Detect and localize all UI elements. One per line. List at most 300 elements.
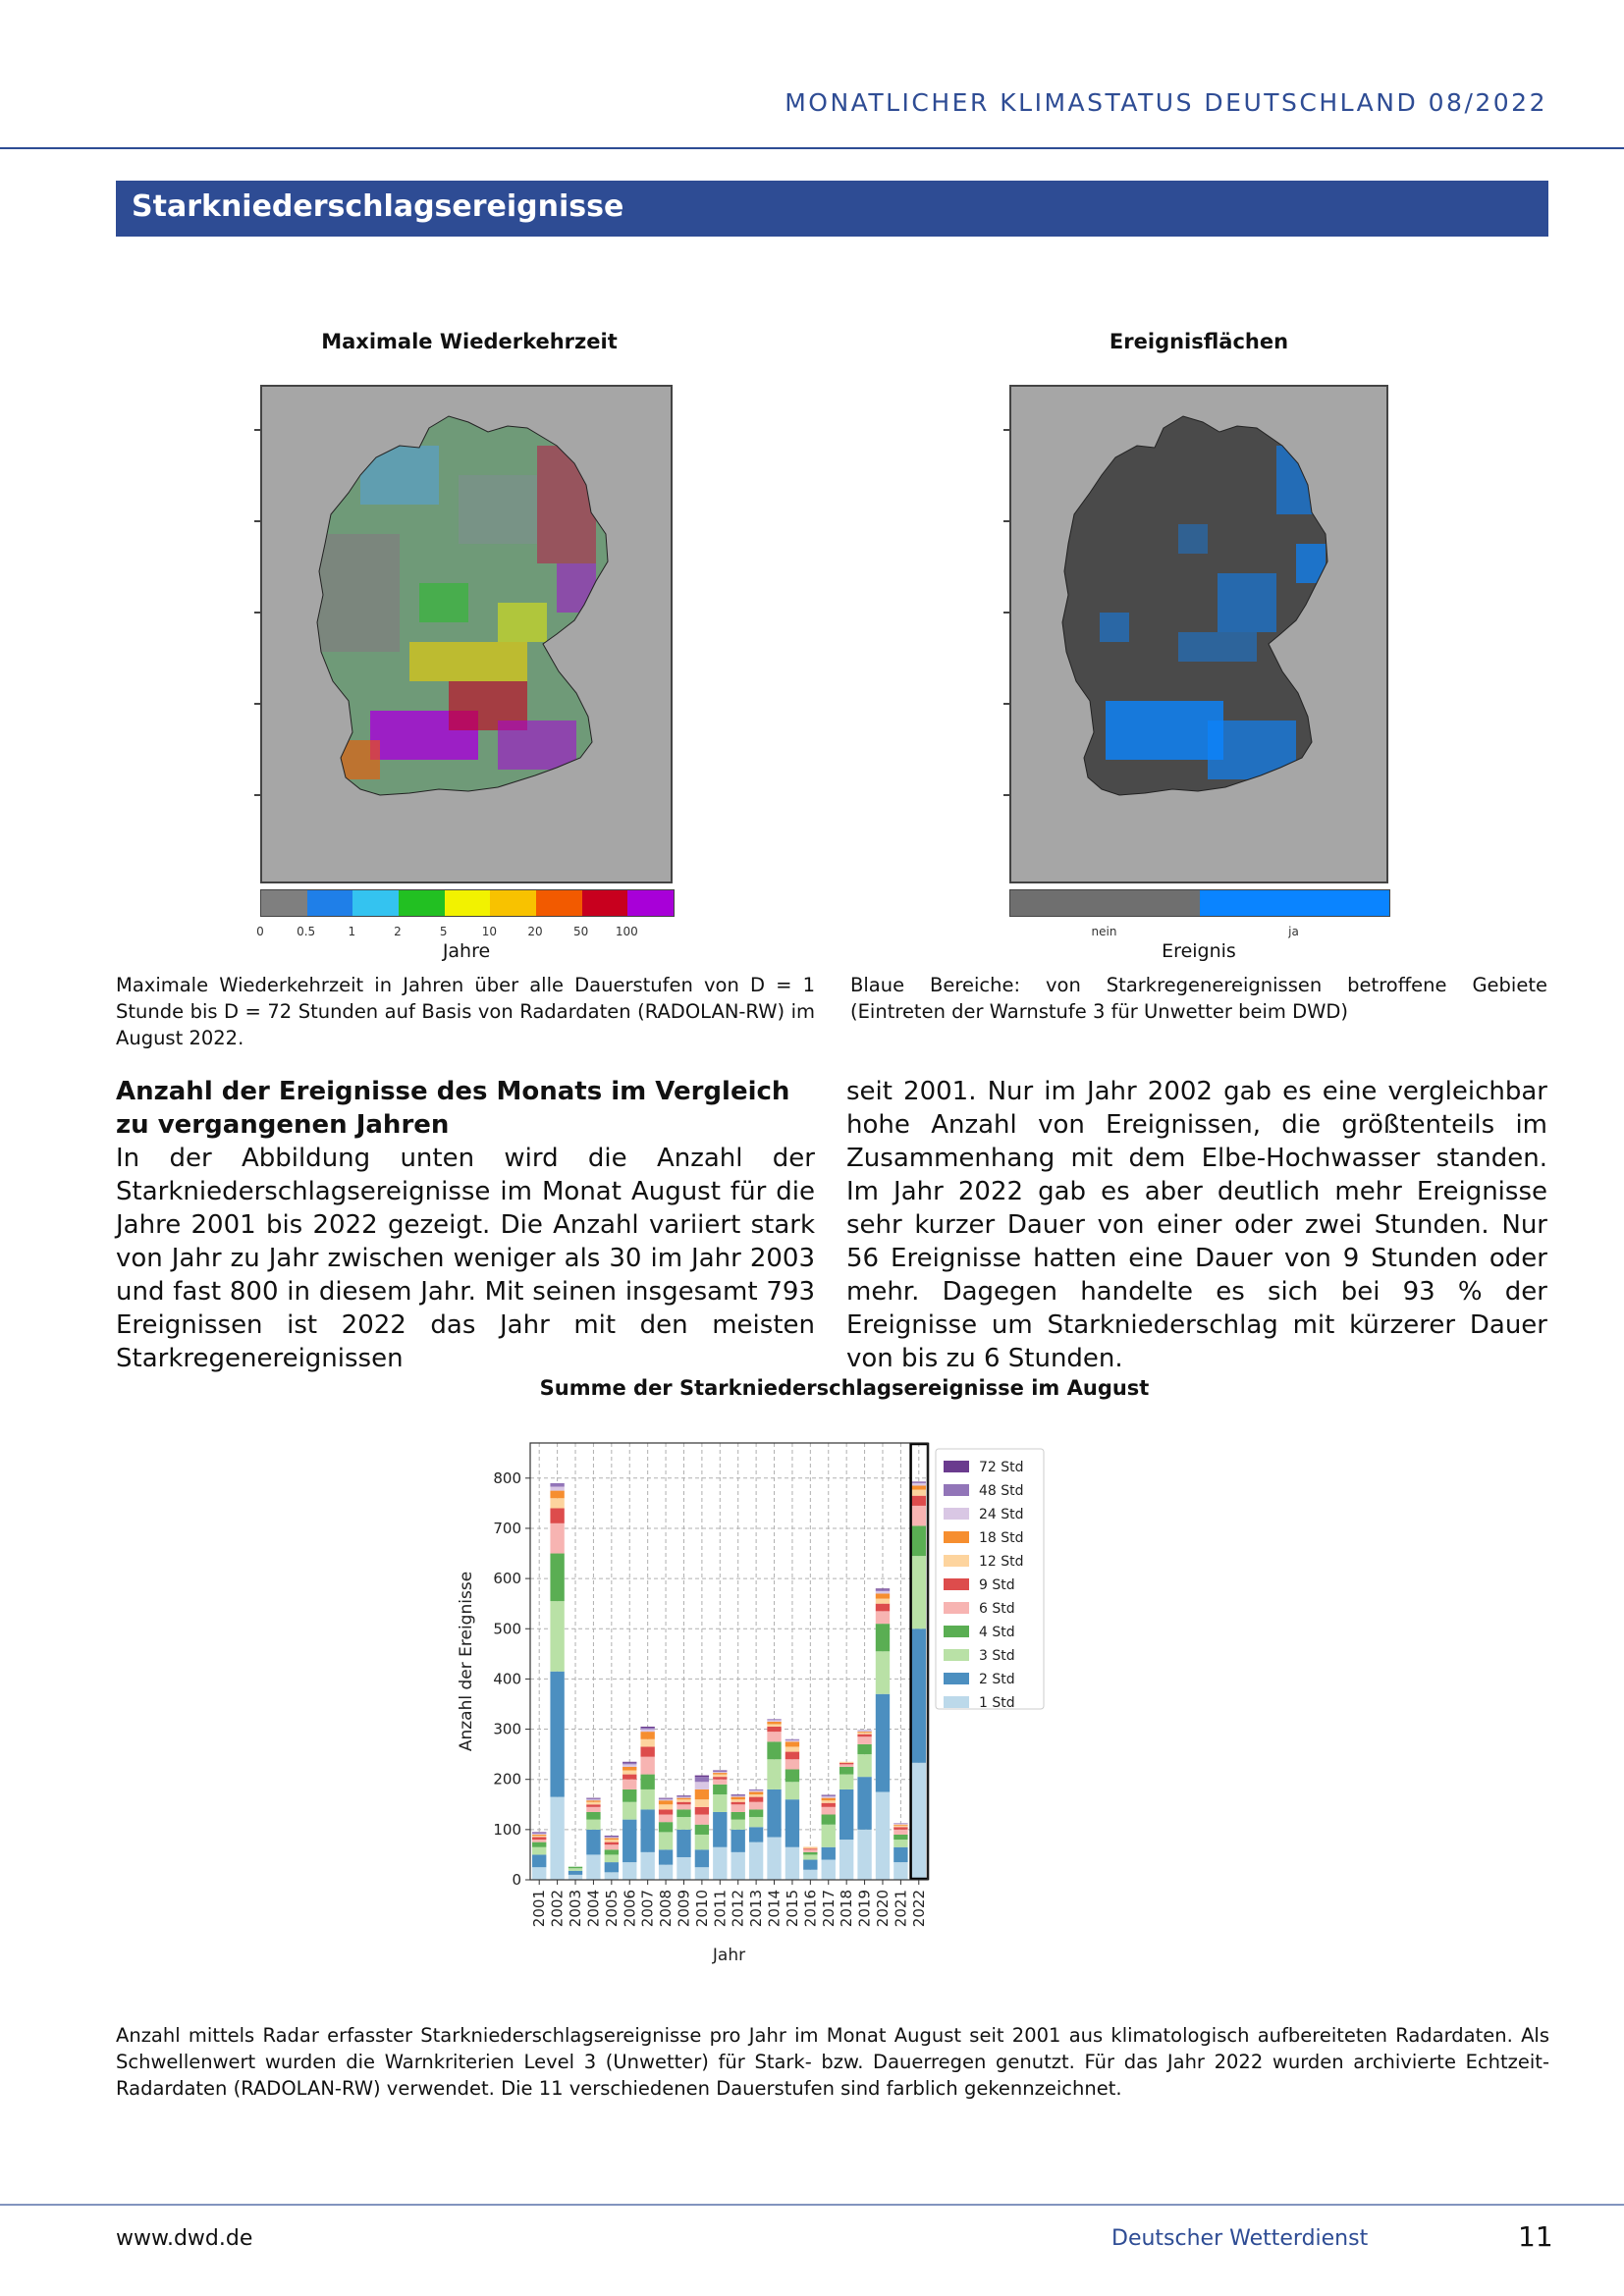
bar-segment bbox=[695, 1782, 709, 1789]
bar-segment bbox=[532, 1832, 546, 1833]
colorbar-segment bbox=[490, 890, 536, 916]
bar-segment bbox=[731, 1820, 745, 1830]
map-axis-tick bbox=[1003, 612, 1009, 614]
x-tick-label: 2002 bbox=[548, 1890, 567, 1928]
bar-segment bbox=[893, 1824, 907, 1825]
bar-segment bbox=[623, 1802, 636, 1820]
bar-segment bbox=[605, 1838, 619, 1839]
bar-segment bbox=[677, 1799, 690, 1802]
bar-segment bbox=[605, 1836, 619, 1837]
bar-segment bbox=[550, 1508, 564, 1522]
bar-segment bbox=[605, 1854, 619, 1862]
bar-segment bbox=[857, 1732, 871, 1733]
bar-segment bbox=[532, 1854, 546, 1867]
bar-segment bbox=[731, 1812, 745, 1820]
right-colorbar-label: Ereignis bbox=[1162, 940, 1236, 962]
colorbar-tick-label: 50 bbox=[573, 925, 589, 938]
y-tick-label: 100 bbox=[493, 1820, 521, 1839]
bar-segment bbox=[839, 1763, 853, 1765]
bar-segment bbox=[767, 1720, 781, 1722]
bar-segment bbox=[912, 1483, 926, 1486]
bar-segment bbox=[803, 1870, 817, 1880]
map-axis-tick bbox=[1003, 703, 1009, 705]
bar-segment bbox=[532, 1842, 546, 1847]
bar-segment bbox=[695, 1789, 709, 1799]
bar-segment bbox=[893, 1840, 907, 1847]
bar-segment bbox=[912, 1556, 926, 1629]
legend-swatch bbox=[944, 1531, 969, 1543]
bar-segment bbox=[912, 1629, 926, 1763]
bar-segment bbox=[586, 1799, 600, 1800]
bar-segment bbox=[857, 1731, 871, 1732]
bar-segment bbox=[623, 1820, 636, 1862]
y-tick-label: 800 bbox=[493, 1468, 521, 1487]
legend-label: 9 Std bbox=[979, 1577, 1015, 1593]
x-tick-label: 2009 bbox=[675, 1890, 693, 1928]
bar-segment bbox=[876, 1604, 890, 1612]
footer-divider bbox=[0, 2204, 1624, 2206]
bar-segment bbox=[822, 1803, 836, 1807]
bar-segment bbox=[695, 1849, 709, 1867]
left-map-caption: Maximale Wiederkehrzeit in Jahren über alle Dauerstufen von D = 1 Stunde bis D = 72 Stunden auf Basis von Radardaten (RADOLAN-RW) im August 2022. bbox=[116, 974, 815, 1049]
bar-segment bbox=[767, 1727, 781, 1732]
y-tick-label: 0 bbox=[512, 1871, 521, 1889]
event-area-map bbox=[1009, 385, 1388, 883]
bar-segment bbox=[767, 1732, 781, 1741]
bar-segment bbox=[876, 1593, 890, 1598]
bar-segment bbox=[767, 1741, 781, 1759]
bar-segment bbox=[550, 1672, 564, 1797]
bar-segment bbox=[713, 1773, 727, 1775]
x-tick-label: 2018 bbox=[838, 1890, 856, 1928]
return-period-colorbar bbox=[260, 889, 675, 917]
bar-segment bbox=[568, 1875, 582, 1880]
right-map-caption: Blaue Bereiche: von Starkregenereignissen betroffene Gebiete (Eintreten der Warnstufe 3 für Unwetter beim DWD) bbox=[850, 974, 1547, 1023]
y-tick-label: 200 bbox=[493, 1770, 521, 1789]
bar-segment bbox=[749, 1842, 763, 1880]
bar-segment bbox=[749, 1797, 763, 1802]
colorbar-segment bbox=[582, 890, 628, 916]
bar-segment bbox=[713, 1794, 727, 1812]
bar-segment bbox=[893, 1827, 907, 1830]
bar-segment bbox=[623, 1862, 636, 1880]
bar-segment bbox=[605, 1840, 619, 1842]
article-paragraph-1: In der Abbildung unten wird die Anzahl der Starkniederschlagsereignisse im Monat August für die Jahre 2001 bis 2022 gezeigt. Die Anzahl variiert stark von Jahr zu Jahr zwischen weniger als 30 im Jahr 2003 und fast 800 in diesem Jahr. Mit seinen insgesamt 793 Ereignissen ist 2022 das Jahr mit den meisten Starkregenereignissen bbox=[116, 1144, 815, 1373]
bar-segment bbox=[550, 1523, 564, 1554]
legend-swatch bbox=[944, 1696, 969, 1708]
legend-label: 3 Std bbox=[979, 1648, 1015, 1664]
bar-segment bbox=[822, 1815, 836, 1825]
bar-segment bbox=[857, 1754, 871, 1777]
bar-segment bbox=[623, 1762, 636, 1763]
bar-segment bbox=[822, 1860, 836, 1880]
bar-segment bbox=[912, 1490, 926, 1496]
colorbar-segment bbox=[352, 890, 399, 916]
y-tick-label: 400 bbox=[493, 1670, 521, 1688]
legend-label: 2 Std bbox=[979, 1672, 1015, 1687]
legend-label: 6 Std bbox=[979, 1601, 1015, 1617]
legend-swatch bbox=[944, 1461, 969, 1472]
x-tick-label: 2008 bbox=[657, 1890, 676, 1928]
colorbar-tick-label: 0.5 bbox=[297, 925, 316, 938]
bar-segment bbox=[749, 1790, 763, 1792]
bar-segment bbox=[695, 1815, 709, 1825]
map-axis-tick bbox=[254, 429, 260, 431]
bar-segment bbox=[822, 1798, 836, 1801]
bar-segment bbox=[822, 1807, 836, 1815]
bar-segment bbox=[876, 1694, 890, 1792]
bar-segment bbox=[640, 1775, 654, 1789]
colorbar-segment bbox=[445, 890, 491, 916]
bar-segment bbox=[767, 1789, 781, 1838]
bar-segment bbox=[605, 1839, 619, 1841]
bar-segment bbox=[822, 1796, 836, 1798]
map-axis-tick bbox=[1003, 794, 1009, 796]
bar-segment bbox=[731, 1804, 745, 1812]
bar-segment bbox=[749, 1789, 763, 1790]
bar-segment bbox=[532, 1834, 546, 1835]
bar-segment bbox=[659, 1822, 673, 1832]
bar-segment bbox=[605, 1849, 619, 1854]
bar-segment bbox=[659, 1809, 673, 1814]
bar-segment bbox=[839, 1789, 853, 1840]
article-heading: Anzahl der Ereignisse des Monats im Vergleich zu vergangenen Jahren bbox=[116, 1077, 790, 1140]
bar-segment bbox=[893, 1823, 907, 1824]
bar-segment bbox=[623, 1780, 636, 1789]
x-tick-label: 2013 bbox=[747, 1890, 766, 1928]
colorbar-segment bbox=[536, 890, 582, 916]
legend-swatch bbox=[944, 1508, 969, 1520]
bar-segment bbox=[785, 1740, 799, 1742]
bar-segment bbox=[677, 1817, 690, 1830]
bar-segment bbox=[586, 1807, 600, 1812]
header-title: MONATLICHER KLIMASTATUS DEUTSCHLAND 08/2022 bbox=[785, 88, 1547, 117]
bar-segment bbox=[785, 1741, 799, 1746]
legend-swatch bbox=[944, 1484, 969, 1496]
bar-segment bbox=[568, 1867, 582, 1869]
bar-segment bbox=[893, 1862, 907, 1880]
x-tick-label: 2017 bbox=[819, 1890, 838, 1928]
colorbar-segment bbox=[1010, 890, 1200, 916]
footer-url[interactable]: www.dwd.de bbox=[116, 2226, 253, 2251]
legend-swatch bbox=[944, 1673, 969, 1684]
bar-segment bbox=[713, 1812, 727, 1847]
bar-segment bbox=[857, 1744, 871, 1754]
bar-segment bbox=[785, 1782, 799, 1799]
bar-segment bbox=[695, 1776, 709, 1778]
x-tick-label: 2021 bbox=[892, 1890, 910, 1928]
legend-label: 18 Std bbox=[979, 1530, 1024, 1546]
legend-label: 1 Std bbox=[979, 1695, 1015, 1711]
bar-segment bbox=[749, 1802, 763, 1810]
bar-segment bbox=[803, 1852, 817, 1855]
bar-segment bbox=[785, 1799, 799, 1847]
bar-segment bbox=[767, 1722, 781, 1725]
colorbar-segment bbox=[399, 890, 445, 916]
return-period-colorbar-ticks bbox=[256, 925, 673, 940]
bar-segment bbox=[550, 1483, 564, 1487]
bar-segment bbox=[659, 1832, 673, 1849]
colorbar-tick-label: 10 bbox=[481, 925, 497, 938]
colorbar-tick-label: 20 bbox=[527, 925, 543, 938]
colorbar-tick-label: 1 bbox=[348, 925, 356, 938]
bar-segment bbox=[876, 1651, 890, 1693]
bar-segment bbox=[912, 1506, 926, 1525]
bar-segment bbox=[749, 1827, 763, 1842]
bar-segment bbox=[677, 1802, 690, 1805]
bar-segment bbox=[803, 1849, 817, 1852]
bar-segment bbox=[713, 1777, 727, 1780]
bar-segment bbox=[713, 1771, 727, 1772]
bar-segment bbox=[822, 1800, 836, 1803]
bar-segment bbox=[659, 1799, 673, 1800]
colorbar-tick-label: 100 bbox=[615, 925, 638, 938]
bar-segment bbox=[912, 1525, 926, 1556]
bar-segment bbox=[713, 1775, 727, 1778]
bar-segment bbox=[568, 1868, 582, 1871]
return-period-map-image bbox=[262, 387, 671, 881]
colorbar-segment bbox=[307, 890, 353, 916]
bar-segment bbox=[893, 1847, 907, 1862]
bar-segment bbox=[785, 1752, 799, 1760]
chart-title: Summe der Starkniederschlagsereignisse im August bbox=[539, 1376, 1150, 1400]
bar-segment bbox=[749, 1809, 763, 1817]
map-axis-tick bbox=[254, 520, 260, 522]
bar-segment bbox=[623, 1763, 636, 1765]
x-tick-label: 2016 bbox=[801, 1890, 820, 1928]
legend-label: 48 Std bbox=[979, 1483, 1024, 1499]
chart-caption: Anzahl mittels Radar erfasster Starkniederschlagsereignisse pro Jahr im Monat August seit 2001 aus klimatologisch aufbereiteten Radardaten. Als Schwellenwert wurden die Warnkriterien Level 3 (Unwetter) für Stark- bzw. Dauerregen genutzt. Für das Jahr 2022 wurden archivierte Echtzeit-Radardaten (RADOLAN-RW) verwendet. Die 11 verschiedenen Dauerstufen sind farblich gekennzeichnet. bbox=[116, 2024, 1549, 2100]
x-tick-label: 2020 bbox=[873, 1890, 892, 1928]
x-tick-label: 2005 bbox=[602, 1890, 621, 1928]
x-tick-label: 2003 bbox=[567, 1890, 585, 1928]
legend-swatch bbox=[944, 1555, 969, 1567]
bar-segment bbox=[876, 1591, 890, 1594]
bar-segment bbox=[640, 1746, 654, 1756]
bar-segment bbox=[839, 1775, 853, 1789]
bar-segment bbox=[749, 1794, 763, 1797]
bar-segment bbox=[731, 1799, 745, 1802]
bar-segment bbox=[695, 1867, 709, 1880]
bar-segment bbox=[876, 1589, 890, 1591]
section-title: Starkniederschlagsereignisse bbox=[132, 189, 624, 224]
legend-swatch bbox=[944, 1602, 969, 1614]
bar-segment bbox=[532, 1840, 546, 1842]
bar-segment bbox=[532, 1838, 546, 1841]
bar-segment bbox=[695, 1807, 709, 1815]
bar-segment bbox=[695, 1825, 709, 1835]
bar-segment bbox=[640, 1727, 654, 1728]
bar-segment bbox=[731, 1794, 745, 1795]
bar-segment bbox=[749, 1817, 763, 1827]
colorbar-tick-label: 2 bbox=[394, 925, 402, 938]
bar-segment bbox=[876, 1588, 890, 1589]
bar-segment bbox=[767, 1719, 781, 1720]
y-tick-label: 600 bbox=[493, 1570, 521, 1588]
article-paragraph-2: seit 2001. Nur im Jahr 2002 gab es eine vergleichbar hohe Anzahl von Ereignissen, die größtenteils im Zusammenhang mit dem Elbe-Hochwasser standen. Im Jahr 2022 gab es aber deutlich mehr Ereignisse sehr kurzer Dauer von einer oder zwei Stunden. Nur 56 Ereignisse hatten eine Dauer von 9 Stunden oder mehr. Dagegen handelte es sich bei 93 % der Ereignisse um Starkniederschlag mit kürzerer Dauer von bis zu 6 Stunden. bbox=[846, 1077, 1547, 1373]
bar-segment bbox=[713, 1785, 727, 1794]
bar-segment bbox=[912, 1763, 926, 1880]
bar-segment bbox=[785, 1769, 799, 1782]
legend-label: 12 Std bbox=[979, 1554, 1024, 1570]
bar-segment bbox=[713, 1770, 727, 1771]
bar-segment bbox=[893, 1830, 907, 1835]
bar-segment bbox=[659, 1804, 673, 1809]
bar-segment bbox=[532, 1836, 546, 1838]
bar-segment bbox=[695, 1777, 709, 1782]
legend-swatch bbox=[944, 1649, 969, 1661]
colorbar-segment bbox=[1200, 890, 1389, 916]
bar-segment bbox=[839, 1767, 853, 1775]
bar-segment bbox=[623, 1775, 636, 1780]
bar-segment bbox=[857, 1735, 871, 1737]
x-tick-label: 2004 bbox=[584, 1890, 603, 1928]
bar-segment bbox=[677, 1797, 690, 1798]
bar-segment bbox=[713, 1772, 727, 1773]
bar-segment bbox=[767, 1838, 781, 1880]
bar-segment bbox=[640, 1728, 654, 1730]
bar-segment bbox=[803, 1854, 817, 1859]
y-tick-label: 700 bbox=[493, 1519, 521, 1537]
bar-segment bbox=[640, 1809, 654, 1851]
legend-label: 72 Std bbox=[979, 1460, 1024, 1475]
bar-segment bbox=[640, 1852, 654, 1880]
bar-segment bbox=[677, 1795, 690, 1796]
bar-segment bbox=[586, 1800, 600, 1802]
bar-segment bbox=[839, 1764, 853, 1767]
bar-segment bbox=[623, 1764, 636, 1767]
colorbar-segment bbox=[627, 890, 674, 916]
bar-segment bbox=[857, 1777, 871, 1830]
event-area-map-image bbox=[1011, 387, 1386, 881]
bar-segment bbox=[586, 1798, 600, 1799]
bar-segment bbox=[623, 1767, 636, 1771]
event-colorbar-ticks bbox=[1009, 925, 1388, 940]
bar-segment bbox=[857, 1733, 871, 1735]
bar-segment bbox=[912, 1485, 926, 1489]
bar-segment bbox=[803, 1847, 817, 1848]
bar-segment bbox=[695, 1799, 709, 1807]
bar-segment bbox=[731, 1802, 745, 1805]
y-tick-label: 500 bbox=[493, 1620, 521, 1638]
left-colorbar-label: Jahre bbox=[442, 940, 491, 962]
bar-segment bbox=[586, 1830, 600, 1855]
bar-segment bbox=[605, 1862, 619, 1872]
bar-segment bbox=[532, 1867, 546, 1880]
bar-segment bbox=[605, 1872, 619, 1880]
bar-segment bbox=[857, 1731, 871, 1732]
bar-segment bbox=[803, 1848, 817, 1849]
bar-segment bbox=[640, 1739, 654, 1747]
article-col-1 bbox=[116, 1075, 815, 1375]
bar-segment bbox=[767, 1724, 781, 1727]
map-axis-tick bbox=[254, 612, 260, 614]
bar-segment bbox=[785, 1746, 799, 1751]
bar-segment bbox=[550, 1491, 564, 1499]
bar-segment bbox=[659, 1800, 673, 1804]
page-number: 11 bbox=[1518, 2220, 1553, 2253]
map-axis-tick bbox=[1003, 520, 1009, 522]
bar-segment bbox=[731, 1796, 745, 1797]
footer-organization: Deutscher Wetterdienst bbox=[1111, 2226, 1369, 2251]
bar-segment bbox=[876, 1624, 890, 1651]
y-axis-label: Anzahl der Ereignisse bbox=[457, 1571, 476, 1752]
map-axis-tick bbox=[1003, 429, 1009, 431]
bar-segment bbox=[568, 1871, 582, 1875]
bar-segment bbox=[586, 1820, 600, 1830]
bar-segment bbox=[876, 1791, 890, 1880]
bar-segment bbox=[550, 1498, 564, 1508]
x-tick-label: 2006 bbox=[621, 1890, 639, 1928]
y-tick-label: 300 bbox=[493, 1720, 521, 1738]
bar-segment bbox=[605, 1844, 619, 1849]
bar-segment bbox=[623, 1789, 636, 1802]
map-axis-tick bbox=[254, 703, 260, 705]
legend-label: 24 Std bbox=[979, 1507, 1024, 1522]
bar-segment bbox=[713, 1780, 727, 1785]
colorbar-tick-label: 0 bbox=[256, 925, 264, 938]
colorbar-tick-label: ja bbox=[1288, 925, 1299, 938]
x-tick-label: 2019 bbox=[855, 1890, 874, 1928]
bar-segment bbox=[623, 1770, 636, 1774]
colorbar-tick-label: nein bbox=[1091, 925, 1117, 938]
bar-segment bbox=[532, 1847, 546, 1855]
colorbar-tick-label: 5 bbox=[439, 925, 448, 938]
bar-segment bbox=[677, 1830, 690, 1857]
bar-segment bbox=[767, 1759, 781, 1789]
return-period-map bbox=[260, 385, 673, 883]
bar-segment bbox=[677, 1796, 690, 1797]
bar-segment bbox=[677, 1798, 690, 1800]
bar-segment bbox=[677, 1857, 690, 1880]
legend-label: 4 Std bbox=[979, 1625, 1015, 1640]
x-axis-label: Jahr bbox=[712, 1946, 746, 1965]
bar-segment bbox=[640, 1757, 654, 1775]
bar-segment bbox=[893, 1826, 907, 1828]
bar-segment bbox=[659, 1798, 673, 1799]
event-colorbar bbox=[1009, 889, 1390, 917]
bar-segment bbox=[803, 1847, 817, 1848]
bar-segment bbox=[586, 1812, 600, 1820]
bar-segment bbox=[839, 1762, 853, 1763]
colorbar-segment bbox=[261, 890, 307, 916]
bar-segment bbox=[876, 1611, 890, 1624]
bar-segment bbox=[532, 1835, 546, 1836]
bar-segment bbox=[677, 1804, 690, 1809]
bar-segment bbox=[550, 1554, 564, 1602]
bar-segment bbox=[893, 1825, 907, 1826]
bar-segment bbox=[839, 1840, 853, 1880]
bar-segment bbox=[912, 1496, 926, 1506]
bar-segment bbox=[640, 1730, 654, 1733]
bar-segment bbox=[659, 1865, 673, 1880]
x-tick-label: 2010 bbox=[692, 1890, 711, 1928]
bar-segment bbox=[876, 1599, 890, 1604]
bar-segment bbox=[785, 1739, 799, 1740]
bar-segment bbox=[803, 1860, 817, 1870]
map-axis-tick bbox=[254, 794, 260, 796]
bar-segment bbox=[822, 1825, 836, 1847]
bar-segment bbox=[731, 1852, 745, 1880]
left-map-title: Maximale Wiederkehrzeit bbox=[321, 330, 618, 353]
x-tick-label: 2012 bbox=[729, 1890, 747, 1928]
bar-segment bbox=[586, 1798, 600, 1799]
bar-segment bbox=[605, 1842, 619, 1845]
bar-segment bbox=[857, 1736, 871, 1744]
bar-segment bbox=[640, 1732, 654, 1739]
bar-segment bbox=[785, 1759, 799, 1769]
bar-segment bbox=[659, 1849, 673, 1864]
